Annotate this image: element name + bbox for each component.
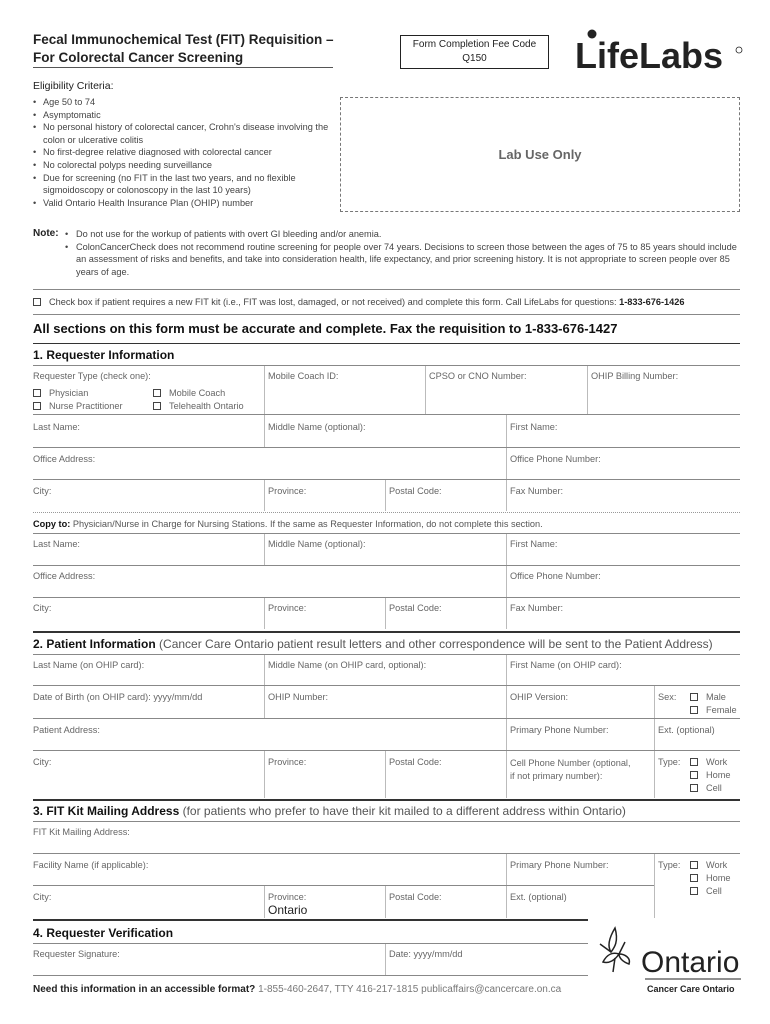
home-label: Home <box>706 770 731 780</box>
ontario-logo <box>595 920 745 1000</box>
kit-work-label: Work <box>706 860 728 870</box>
divider <box>33 314 740 315</box>
cell-divider <box>264 480 265 511</box>
male-checkbox[interactable] <box>690 693 698 701</box>
cell-divider <box>506 686 507 718</box>
sex-female-option[interactable] <box>690 705 737 715</box>
cell-divider <box>506 566 507 597</box>
title-line-2: For Colorectal Cancer Screening <box>33 50 244 65</box>
requester-postal-code-field[interactable]: Postal Code: <box>389 486 442 496</box>
phone-type-label: Type: <box>658 757 681 767</box>
physician-label: Physician <box>49 388 89 398</box>
accessible-format-line <box>33 984 561 995</box>
nurse-practitioner-checkbox[interactable] <box>33 402 41 410</box>
note-label: Note: <box>33 228 59 239</box>
kit-work-checkbox[interactable] <box>690 861 698 869</box>
eligibility-item: • Age 50 to 74 <box>33 96 333 109</box>
cell-divider <box>506 598 507 629</box>
patient-primary-phone-field[interactable]: Primary Phone Number: <box>510 725 609 735</box>
cell-divider <box>506 448 507 479</box>
section-2-heading <box>33 637 713 651</box>
patient-postal-code-field[interactable]: Postal Code: <box>389 757 442 767</box>
eligibility-heading: Eligibility Criteria: <box>33 80 114 92</box>
kit-primary-phone-field[interactable]: Primary Phone Number: <box>510 860 609 870</box>
eligibility-item: • Valid Ontario Health Insurance Plan (OHIP) number <box>33 197 333 210</box>
section-rule <box>33 799 740 801</box>
type-work-option[interactable] <box>690 757 727 767</box>
ohip-number-field[interactable]: OHIP Number: <box>268 692 329 702</box>
requester-type-label: Requester Type (check one): <box>33 371 151 381</box>
row-rule <box>33 447 740 448</box>
sex-label: Sex: <box>658 692 677 702</box>
cell-divider <box>385 480 386 511</box>
requester-first-name-field[interactable]: First Name: <box>510 422 558 432</box>
note-item: • ColonCancerCheck does not recommend routine screening for people over 74 years. Decisions to screen those between the ages of 75 to 85 years should include an assessment of risks and benefits, and take into consideration health, life expectancy, and prior screening history. It is not appropriate to screen people over 85 years of age. <box>65 241 745 279</box>
mobile-coach-checkbox[interactable] <box>153 389 161 397</box>
row-rule <box>33 885 654 886</box>
cell-divider <box>264 655 265 685</box>
ontario-logo-subtext: Cancer Care Ontario <box>647 984 735 994</box>
eligibility-item: • No personal history of colorectal cancer, Crohn's disease involving the colon or ulcerative colitis <box>33 121 333 146</box>
telehealth-label: Telehealth Ontario <box>169 401 244 411</box>
form-title <box>33 31 334 67</box>
row-rule <box>33 853 740 854</box>
home-checkbox[interactable] <box>690 771 698 779</box>
row-rule <box>33 533 740 534</box>
dotted-rule <box>33 512 740 513</box>
patient-address-field[interactable]: Patient Address: <box>33 725 100 735</box>
work-label: Work <box>706 757 728 767</box>
mobile-coach-id-field[interactable]: Mobile Coach ID: <box>268 371 339 381</box>
copy-to-label: Copy to: <box>33 519 71 529</box>
requester-city-field[interactable]: City: <box>33 486 52 496</box>
new-kit-checkbox[interactable] <box>33 298 41 306</box>
title-line-1: Fecal Immunochemical Test (FIT) Requisition – <box>33 32 334 47</box>
patient-first-name-field[interactable]: First Name (on OHIP card): <box>510 660 622 670</box>
copy-fax-field[interactable]: Fax Number: <box>510 603 564 613</box>
cell-divider <box>506 751 507 798</box>
patient-city-field[interactable]: City: <box>33 757 52 767</box>
mobile-coach-label: Mobile Coach <box>169 388 226 398</box>
copy-middle-name-field[interactable]: Middle Name (optional): <box>268 539 366 549</box>
fee-code-box <box>400 35 549 69</box>
kit-city-field[interactable]: City: <box>33 892 52 902</box>
section-2-subtitle: (Cancer Care Ontario patient result letters and other correspondence will be sent to the Patient Address) <box>159 637 713 651</box>
kit-cell-label: Cell <box>706 886 722 896</box>
physician-option[interactable] <box>33 388 88 398</box>
cell-divider <box>425 366 426 414</box>
cell-divider <box>506 415 507 447</box>
new-kit-phone: 1-833-676-1426 <box>619 297 685 307</box>
row-rule <box>33 414 740 415</box>
eligibility-list <box>33 96 333 209</box>
note-list <box>65 228 745 278</box>
dob-field[interactable]: Date of Birth (on OHIP card): yyyy/mm/dd <box>33 692 203 702</box>
patient-province-field[interactable]: Province: <box>268 757 307 767</box>
kit-type-home-option[interactable] <box>690 873 731 883</box>
copy-to-line <box>33 519 543 529</box>
kit-province-value[interactable]: Ontario <box>268 903 308 917</box>
office-phone-field[interactable]: Office Phone Number: <box>510 454 601 464</box>
kit-mailing-address-field[interactable]: FIT Kit Mailing Address: <box>33 827 130 837</box>
requester-province-field[interactable]: Province: <box>268 486 307 496</box>
cell-divider <box>385 886 386 918</box>
copy-office-phone-field[interactable]: Office Phone Number: <box>510 571 601 581</box>
cell-divider <box>264 686 265 718</box>
copy-province-field[interactable]: Province: <box>268 603 307 613</box>
row-rule <box>33 975 588 976</box>
physician-checkbox[interactable] <box>33 389 41 397</box>
section-1-heading: 1. Requester Information <box>33 348 175 362</box>
cell-divider <box>506 655 507 685</box>
row-rule <box>33 821 740 822</box>
cell-divider <box>264 751 265 798</box>
section-3-title: 3. FIT Kit Mailing Address <box>33 804 180 818</box>
cell-phone-label-1: Cell Phone Number (optional, <box>510 758 631 768</box>
section-rule <box>33 919 588 921</box>
nurse-practitioner-option[interactable] <box>33 401 123 411</box>
cell-divider <box>385 944 386 975</box>
cell-label: Cell <box>706 783 722 793</box>
section-3-subtitle: (for patients who prefer to have their kit mailed to a different address within Ontario) <box>182 804 626 818</box>
lifelabs-logo <box>575 28 745 78</box>
office-address-field[interactable]: Office Address: <box>33 454 96 464</box>
title-rule <box>33 67 333 68</box>
accessible-format-contact[interactable]: 1-855-460-2647, TTY 416-217-1815 publicaffairs@cancercare.on.ca <box>258 984 562 995</box>
eligibility-item: • Due for screening (no FIT in the last two years, and no flexible sigmoidoscopy or colonoscopy in the last 10 years) <box>33 172 333 197</box>
new-kit-line <box>33 297 684 307</box>
new-kit-text: Check box if patient requires a new FIT kit (i.e., FIT was lost, damaged, or not received) and complete this form. Call LifeLabs for questions: <box>49 297 617 307</box>
copy-city-field[interactable]: City: <box>33 603 52 613</box>
ohip-version-field[interactable]: OHIP Version: <box>510 692 569 702</box>
cell-divider <box>654 854 655 918</box>
facility-name-field[interactable]: Facility Name (if applicable): <box>33 860 149 870</box>
requester-signature-field[interactable]: Requester Signature: <box>33 949 120 959</box>
sex-male-option[interactable] <box>690 692 726 702</box>
kit-type-work-option[interactable] <box>690 860 727 870</box>
cell-divider <box>654 719 655 750</box>
cell-divider <box>264 534 265 565</box>
kit-cell-checkbox[interactable] <box>690 887 698 895</box>
ohip-billing-field[interactable]: OHIP Billing Number: <box>591 371 679 381</box>
kit-ext-field[interactable]: Ext. (optional) <box>510 892 567 902</box>
kit-home-checkbox[interactable] <box>690 874 698 882</box>
kit-home-label: Home <box>706 873 731 883</box>
copy-postal-code-field[interactable]: Postal Code: <box>389 603 442 613</box>
row-rule <box>33 718 740 719</box>
cell-divider <box>587 366 588 414</box>
note-item: • Do not use for the workup of patients with overt GI bleeding and/or anemia. <box>65 228 745 241</box>
row-rule <box>33 943 588 944</box>
copy-last-name-field[interactable]: Last Name: <box>33 539 80 549</box>
trillium-icon <box>600 928 629 972</box>
cell-divider <box>506 534 507 565</box>
patient-last-name-field[interactable]: Last Name (on OHIP card): <box>33 660 145 670</box>
section-2-title: 2. Patient Information <box>33 637 156 651</box>
lab-use-label: Lab Use Only <box>498 147 582 162</box>
cell-divider <box>264 886 265 918</box>
copy-first-name-field[interactable]: First Name: <box>510 539 558 549</box>
cell-divider <box>506 886 507 918</box>
cpso-field[interactable]: CPSO or CNO Number: <box>429 371 527 381</box>
work-checkbox[interactable] <box>690 758 698 766</box>
section-rule <box>33 631 740 633</box>
fee-code-label: Form Completion Fee Code <box>412 39 537 50</box>
female-label: Female <box>706 705 737 715</box>
all-sections-notice: All sections on this form must be accurate and complete. Fax the requisition to 1-833-676-1427 <box>33 321 618 336</box>
section-rule <box>33 365 740 366</box>
male-label: Male <box>706 692 726 702</box>
section-rule <box>33 343 740 344</box>
cell-divider <box>264 598 265 629</box>
cell-divider <box>264 415 265 447</box>
cell-phone-label-2: if not primary number): <box>510 770 603 781</box>
requester-last-name-field[interactable]: Last Name: <box>33 422 80 432</box>
kit-phone-type-label: Type: <box>658 860 681 870</box>
type-home-option[interactable] <box>690 770 731 780</box>
ontario-logo-text: Ontario <box>641 946 740 979</box>
eligibility-item: • Asymptomatic <box>33 109 333 122</box>
row-rule <box>33 654 740 655</box>
row-rule <box>33 479 740 480</box>
fee-code-value: Q150 <box>462 53 487 64</box>
accessible-format-text: Need this information in an accessible format? <box>33 984 256 995</box>
lifelabs-logo-text: LifeLabs <box>575 35 724 76</box>
patient-cell-phone-field[interactable] <box>510 757 631 782</box>
requester-middle-name-field[interactable]: Middle Name (optional): <box>268 422 366 432</box>
cell-divider <box>506 854 507 885</box>
cell-divider <box>506 719 507 750</box>
row-rule <box>33 750 740 751</box>
section-3-heading <box>33 804 626 818</box>
patient-ext-field[interactable]: Ext. (optional) <box>658 725 715 735</box>
divider <box>33 289 740 290</box>
cell-checkbox[interactable] <box>690 784 698 792</box>
row-rule <box>33 597 740 598</box>
eligibility-item: • No colorectal polyps needing surveillance <box>33 159 333 172</box>
kit-postal-code-field[interactable]: Postal Code: <box>389 892 442 902</box>
nurse-practitioner-label: Nurse Practitioner <box>49 401 123 411</box>
eligibility-item: • No first-degree relative diagnosed with colorectal cancer <box>33 146 333 159</box>
requester-fax-field[interactable]: Fax Number: <box>510 486 564 496</box>
section-4-heading: 4. Requester Verification <box>33 926 174 940</box>
cell-divider <box>385 751 386 798</box>
type-cell-option[interactable] <box>690 783 722 793</box>
cell-divider <box>654 686 655 718</box>
row-rule <box>33 565 740 566</box>
cell-divider <box>264 366 265 414</box>
mobile-coach-option[interactable] <box>153 388 225 398</box>
patient-middle-name-field[interactable]: Middle Name (on OHIP card, optional): <box>268 660 427 670</box>
telehealth-checkbox[interactable] <box>153 402 161 410</box>
female-checkbox[interactable] <box>690 706 698 714</box>
cell-divider <box>654 751 655 798</box>
cell-divider <box>506 480 507 511</box>
copy-office-address-field[interactable]: Office Address: <box>33 571 96 581</box>
kit-province-label: Province: <box>268 892 307 902</box>
cell-divider <box>385 598 386 629</box>
row-rule <box>33 685 740 686</box>
telehealth-option[interactable] <box>153 401 244 411</box>
signature-date-field[interactable]: Date: yyyy/mm/dd <box>389 949 463 959</box>
kit-type-cell-option[interactable] <box>690 886 722 896</box>
copy-to-text: Physician/Nurse in Charge for Nursing Stations. If the same as Requester Information, do not complete this section. <box>72 519 543 529</box>
